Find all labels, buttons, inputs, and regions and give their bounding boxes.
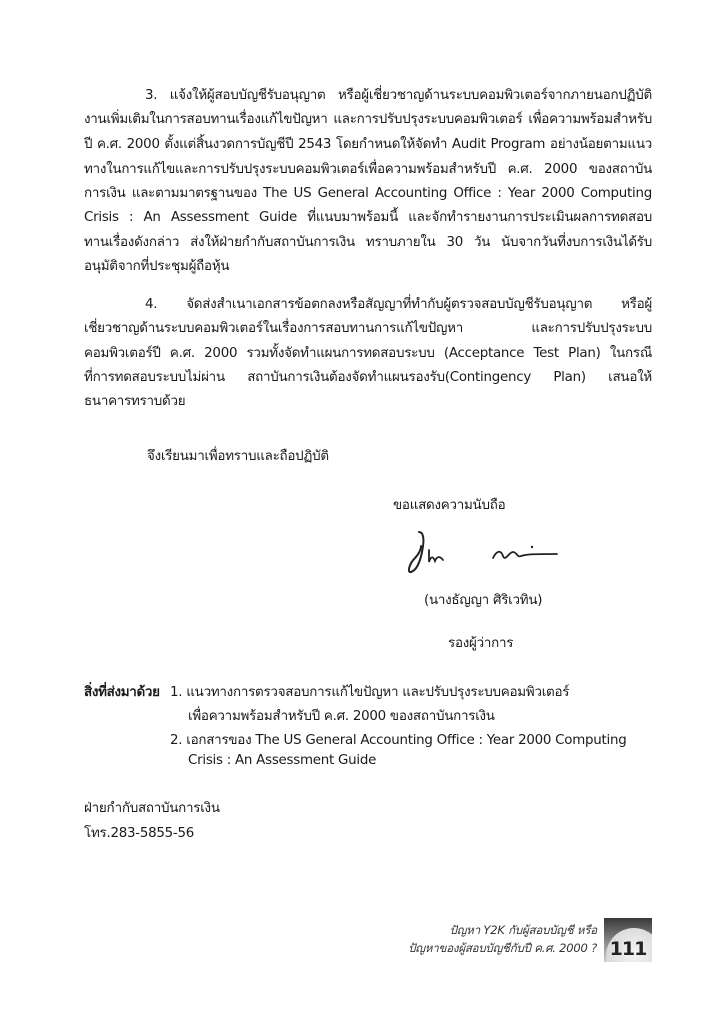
text-line: Crisis : An Assessment Guide ที่แนบมาพร้อมนี้ และจักทำรายงานการประเมินผลการทดสอบ <box>84 210 652 225</box>
text-line: งานเพิ่มเติมในการสอบทานเรื่องแก้ไขปัญหา และการปรับปรุงระบบคอมพิวเตอร์ เพื่อความพร้อมสำหรับ <box>84 112 652 127</box>
enclosure-item-2-line-1: 2. เอกสารของ The US General Accounting Office : Year 2000 Computing <box>170 733 627 748</box>
text-line: 3. แจ้งให้ผู้สอบบัญชีรับอนุญาต หรือผู้เชี่ยวชาญด้านระบบคอมพิวเตอร์จากภายนอกปฏิบัติ <box>145 88 652 103</box>
signer-title: รองผู้ว่าการ <box>448 636 514 651</box>
enclosures-label: สิ่งที่ส่งมาด้วย <box>84 685 160 700</box>
text-line: 4. จัดส่งสำเนาเอกสารข้อตกลงหรือสัญญาที่ทำกับผู้ตรวจสอบบัญชีรับอนุญาต หรือผู้ <box>145 297 652 312</box>
department-name: ฝ่ายกำกับสถาบันการเงิน <box>84 801 220 816</box>
text-line: คอมพิวเตอร์ปี ค.ศ. 2000 รวมทั้งจัดทำแผนการทดสอบระบบ (Acceptance Test Plan) ในกรณี <box>84 346 652 361</box>
closing-text: จึงเรียนมาเพื่อทราบและถือปฏิบัติ <box>147 449 329 464</box>
text-line: เชี่ยวชาญด้านระบบคอมพิวเตอร์ในเรื่องการสอบทานการแก้ไขปัญหา และการปรับปรุงระบบ <box>84 321 652 336</box>
signature <box>405 528 565 582</box>
enclosure-item-1-line-1: 1. แนวทางการตรวจสอบการแก้ไขปัญหา และปรับปรุงระบบคอมพิวเตอร์ <box>170 685 570 700</box>
signer-name: (นางธัญญา ศิริเวทิน) <box>424 593 543 608</box>
text-line: ที่การทดสอบระบบไม่ผ่าน สถาบันการเงินต้องจัดทำแผนรองรับ(Contingency Plan) เสนอให้ <box>84 370 652 385</box>
enclosure-item-1-line-2: เพื่อความพร้อมสำหรับปี ค.ศ. 2000 ของสถาบันการเงิน <box>188 709 495 724</box>
text-line: การเงิน และตามมาตรฐานของ The US General Accounting Office : Year 2000 Computing <box>84 186 652 201</box>
text-line: อนุมัติจากที่ประชุมผู้ถือหุ้น <box>84 259 230 274</box>
text-line: ปี ค.ศ. 2000 ตั้งแต่สิ้นงวดการบัญชีปี 2543 โดยกำหนดให้จัดทำ Audit Program อย่างน้อยตามแนว <box>84 137 652 152</box>
enclosure-item-2-line-2: Crisis : An Assessment Guide <box>188 753 377 768</box>
text-line: ธนาคารทราบด้วย <box>84 394 186 409</box>
regards-text: ขอแสดงความนับถือ <box>393 498 506 513</box>
phone-number: โทร.283-5855-56 <box>84 826 195 841</box>
page-number-badge <box>604 918 652 962</box>
text-line: ทานเรื่องดังกล่าว ส่งให้ฝ่ายกำกับสถาบันการเงิน ทราบภายใน 30 วัน นับจากวันที่งบการเงินได้รับ <box>84 235 652 250</box>
footer-title-line-1: ปัญหา Y2K กับผู้สอบบัญชี หรือ <box>449 923 597 937</box>
footer-title-line-2: ปัญหาของผู้สอบบัญชีกับปี ค.ศ. 2000 ? <box>408 941 597 955</box>
page-number: 111 <box>609 938 647 960</box>
text-line: ทางในการแก้ไขและการปรับปรุงระบบคอมพิวเตอร์เพื่อความพร้อมสำหรับปี ค.ศ. 2000 ของสถาบัน <box>84 162 652 177</box>
